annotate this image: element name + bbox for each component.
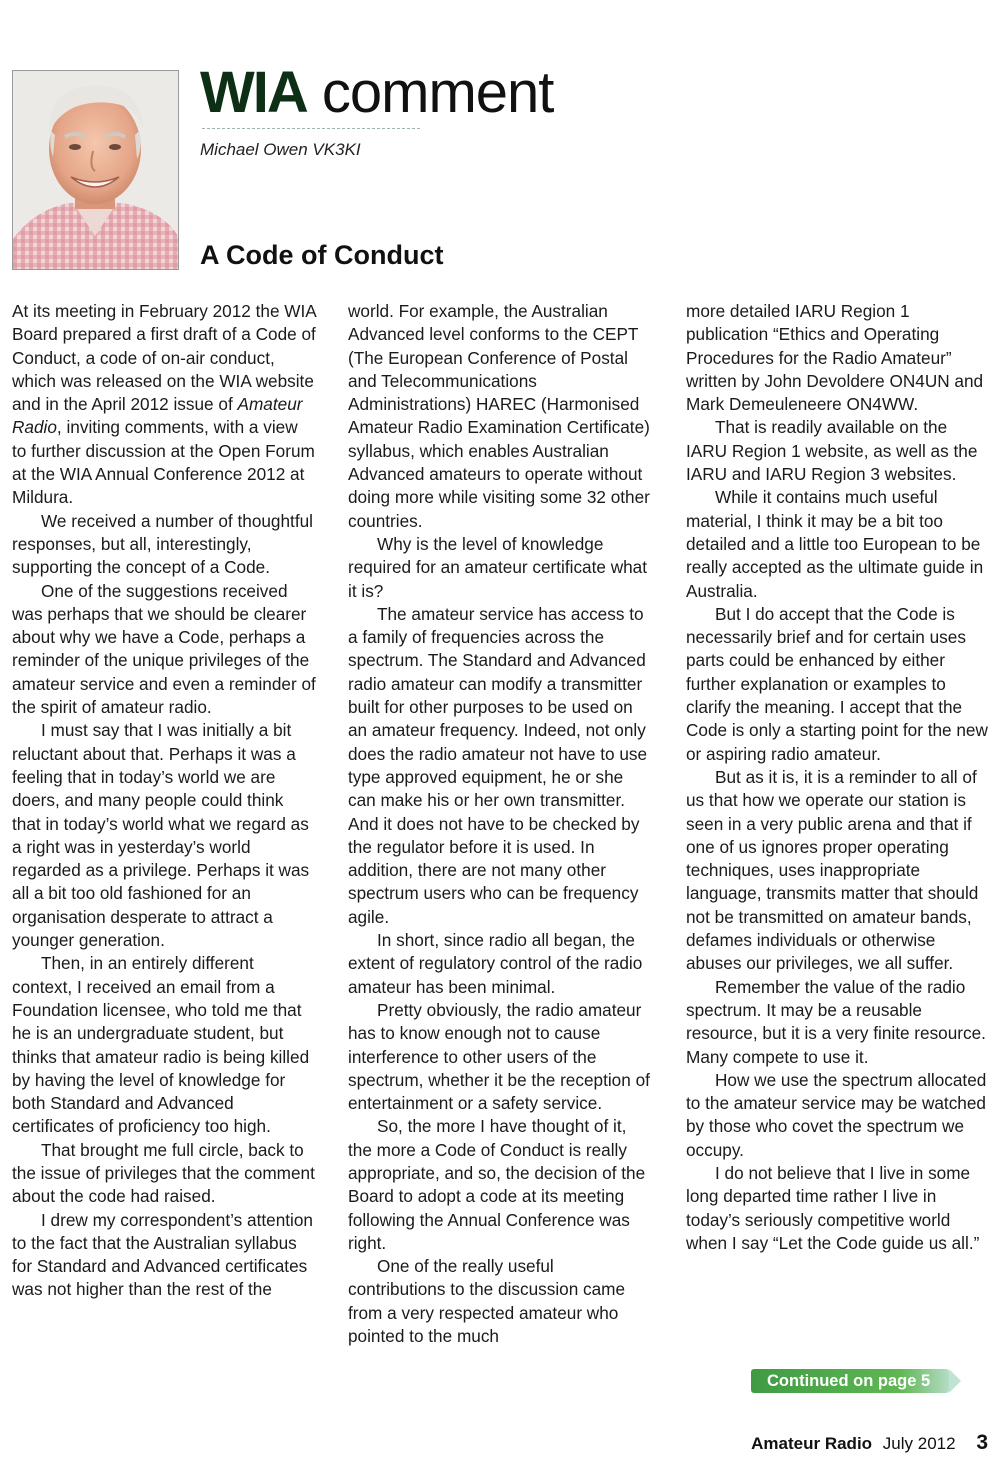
paragraph: We received a number of thoughtful responses, but all, interestingly, supporting the concept of a Code. bbox=[12, 510, 313, 578]
paragraph: At its meeting in February 2012 the WIA Board prepared a first draft of a Code of Conduct, a code of on-air conduct, which was released on the WIA website and in the April 2012 issue of Amateur Radio, inviting comments, with a view to further discussion at the Open Forum at the WIA Annual Conference 2012 at Mildura. bbox=[12, 301, 316, 508]
paragraph: One of the suggestions received was perhaps that we should be clearer about why we have a Code, perhaps a reminder of the unique privileges of the amateur service and even a reminder of the spirit of amateur radio. bbox=[12, 580, 316, 718]
paragraph: That brought me full circle, back to the issue of privileges that the comment about the code had raised. bbox=[12, 1139, 315, 1207]
continued-on-page-link[interactable] bbox=[751, 1369, 949, 1393]
paragraph: In short, since radio all began, the extent of regulatory control of the radio amateur has been minimal. bbox=[348, 930, 643, 997]
paragraph: world. For example, the Australian Advanced level conforms to the CEPT (The European Conference of Postal and Telecommunications Administrations) HAREC (Harmonised Amateur Radio Examination Certificate) syllabus, which enables Australian Advanced amateurs to operate without doing more while visiting some 32 other countries. bbox=[348, 301, 650, 531]
author-photo bbox=[12, 70, 179, 270]
paragraph: But I do accept that the Code is necessarily brief and for certain uses parts could be enhanced by either further explanation or examples to clarify the meaning. I accept that the Code is only a starting point for the new or aspiring radio amateur. bbox=[686, 603, 988, 764]
section-title-rest: comment bbox=[321, 60, 554, 125]
paragraph: Pretty obviously, the radio amateur has to know enough not to cause interference to other users of the spectrum, whether it be the reception of entertainment or a safety service. bbox=[348, 999, 650, 1114]
section-masthead bbox=[200, 62, 553, 160]
paragraph: Why is the level of knowledge required for an amateur certificate what it is? bbox=[348, 533, 648, 601]
paragraph: I do not believe that I live in some long departed time rather I live in today’s seriously competitive world when I say “Let the Code guide us all.” bbox=[686, 1162, 980, 1253]
continued-label: Continued on page 5 bbox=[767, 1372, 931, 1390]
paragraph: So, the more I have thought of it, the more a Code of Conduct is really appropriate, and so, the decision of the Board to adopt a code at its meeting following the Annual Conference was right. bbox=[348, 1116, 646, 1253]
paragraph: The amateur service has access to a family of frequencies across the spectrum. The Standard and Advanced radio amateur can modify a transmitter built for other purposes to be used on an amateur frequency. Indeed, not only does the radio amateur not have to use type approved equipment, he or she can make his or her own transmitter. And it does not have to be checked by the regulator before it is used. In addition, there are not many other spectrum users who can be frequency agile. bbox=[348, 603, 648, 927]
author-byline: Michael Owen VK3KI bbox=[200, 140, 361, 159]
paragraph: more detailed IARU Region 1 publication “Ethics and Operating Procedures for the Radio Amateur” written by John Devoldere ON4UN and Mark Demeuleneere ON4WW. bbox=[686, 301, 984, 415]
paragraph: While it contains much useful material, I think it may be a bit too detailed and a little too European to be really accepted as the ultimate guide in Australia. bbox=[686, 487, 984, 601]
article-column-3 bbox=[686, 300, 988, 1255]
publication-name: Amateur Radio bbox=[751, 1434, 873, 1453]
arrow-right-icon bbox=[949, 1369, 961, 1393]
section-title-bold: WIA bbox=[200, 60, 307, 125]
page-footer bbox=[751, 1431, 988, 1455]
article-headline: A Code of Conduct bbox=[200, 240, 444, 270]
paragraph: I must say that I was initially a bit reluctant about that. Perhaps it was a feeling that in today’s world we are doers, and many people could think that in today’s world what we regard as a right was in yesterday’s world regarded as a privilege. Perhaps it was all a bit too old fashioned for an organisation desperate to attract a younger generation. bbox=[12, 720, 310, 951]
paragraph: That is readily available on the IARU Region 1 website, as well as the IARU and IARU Region 3 websites. bbox=[686, 417, 978, 485]
paragraph: Remember the value of the radio spectrum. It may be a reusable resource, but it is a very finite resource. Many compete to use it. bbox=[686, 976, 986, 1067]
article-column-1 bbox=[12, 300, 316, 1302]
page-number: 3 bbox=[976, 1431, 988, 1454]
paragraph: One of the really useful contributions to the discussion came from a very respected amateur who pointed to the much bbox=[348, 1256, 626, 1347]
issue-date: July 2012 bbox=[882, 1434, 956, 1453]
paragraph: Then, in an entirely different context, I received an email from a Foundation licensee, who told me that he is an undergraduate student, but thinks that amateur radio is being killed by having the level of knowledge for both Standard and Advanced certificates of proficiency too high. bbox=[12, 953, 310, 1137]
section-title bbox=[200, 62, 553, 124]
paragraph: But as it is, it is a reminder to all of us that how we operate our station is seen in a very public arena and that if one of us ignores proper operating techniques, uses inappropriate language, transmits matter that should not be transmitted on amateur bands, defames individuals or otherwise abuses our privileges, we all suffer. bbox=[686, 766, 979, 974]
paragraph: I drew my correspondent’s attention to the fact that the Australian syllabus for Standard and Advanced certificates was not higher than the rest of the bbox=[12, 1209, 313, 1300]
masthead-divider bbox=[202, 128, 420, 130]
author-portrait-image bbox=[13, 71, 178, 269]
article-column-2 bbox=[348, 300, 652, 1348]
paragraph: How we use the spectrum allocated to the amateur service may be watched by those who covet the spectrum we occupy. bbox=[686, 1069, 987, 1160]
